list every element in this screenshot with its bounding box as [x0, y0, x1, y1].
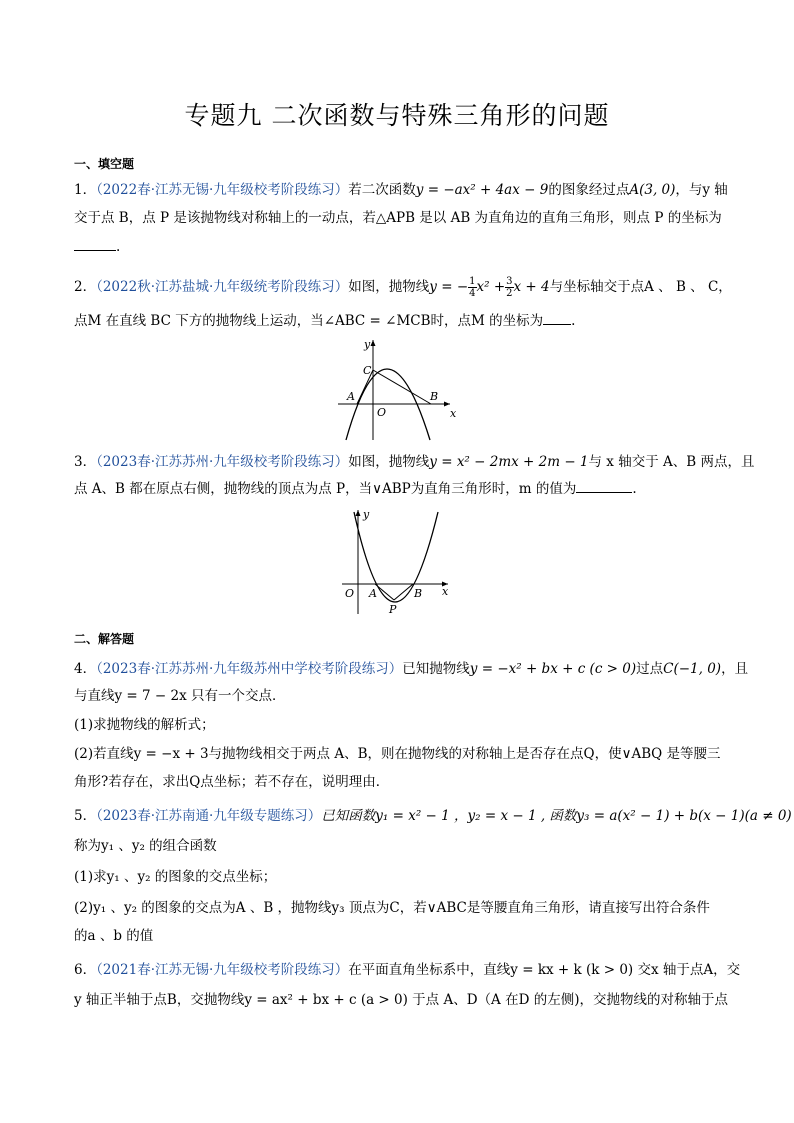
question-3-line-2: [74, 478, 734, 499]
question-2-line-1: [74, 276, 734, 299]
question-number: 1．: [74, 182, 97, 198]
text: 若二次函数: [348, 182, 416, 198]
answer-blank[interactable]: [576, 478, 632, 493]
point: A(3, 0): [629, 182, 676, 198]
question-4-part-1: (1)求抛物线的解析式；: [74, 717, 215, 733]
page-title: 专题九 二次函数与特殊三角形的问题: [184, 101, 610, 130]
equation: y = −ax² + 4ax − 9: [415, 182, 549, 198]
label-b: B: [414, 587, 423, 600]
y-axis-arrow: [356, 510, 361, 516]
question-4-part-2-line-1: (2)若直线y = −x + 3与抛物线相交于两点 A、B，则在抛物线的对称轴上是否存在点Q，使∨ABQ 是等腰三: [74, 746, 721, 762]
label-p: P: [389, 603, 397, 616]
text: 与坐标轴交于点A 、 B 、 C，: [549, 279, 732, 295]
question-6-line-2: y 轴正半轴于点B，交抛物线y = ax² + bx + c (a > 0) 于点 A、D（A 在D 的左侧)，交抛物线的对称轴于点: [74, 992, 728, 1008]
question-source: （2023春·江苏南通·九年级专题练习）: [96, 808, 322, 824]
text: .: [116, 239, 121, 255]
fraction: [505, 276, 513, 299]
text: 已知抛物线: [402, 661, 470, 677]
denominator: 4: [469, 288, 476, 299]
equation: y = −x² + bx + c (c > 0): [469, 661, 637, 677]
question-source: （2022春·江苏无锡·九年级校考阶段练习）: [96, 182, 349, 198]
text: 在平面直角坐标系中，直线y = kx + k (k > 0) 交x 轴于点A，交: [348, 962, 741, 978]
question-5-line-2: 称为y₁ 、y₂ 的组合函数: [74, 838, 217, 854]
question-4-line-1: [74, 659, 749, 679]
text: 过点: [636, 661, 664, 677]
point: C(−1, 0): [663, 661, 722, 677]
question-4-line-2: 与直线y = 7 − 2x 只有一个交点．: [74, 688, 286, 704]
equation-part: y = −: [429, 279, 469, 295]
text: 如图，抛物线: [348, 279, 430, 295]
equation: 已知函数y₁ = x² − 1 ，y₂ = x − 1 , 函数y₃ = a(x² − 1) + b(x − 1)(a ≠ 0): [321, 808, 792, 824]
text: ，与y 轴: [675, 182, 728, 198]
question-5-part-2-line-2: 的a 、b 的值: [74, 928, 154, 944]
x-axis-arrow: [444, 402, 450, 407]
section-solve: 二、解答题: [74, 632, 135, 646]
text: .: [632, 481, 637, 497]
question-1-line-1: [74, 180, 734, 200]
label-y: y: [364, 338, 371, 351]
question-3-line-1: [74, 452, 755, 472]
question-1-line-2: 交于点 B，点 P 是该抛物线对称轴上的一动点，若△APB 是以 AB 为直角边的直角三角形，则点 P 的坐标为: [74, 210, 722, 226]
numerator: 1: [469, 276, 476, 287]
question-number: 5．: [74, 808, 97, 824]
figure-2-parabola: [336, 506, 462, 618]
y-axis-arrow: [371, 340, 376, 346]
question-5-part-1: (1)求y₁ 、y₂ 的图象的交点坐标；: [74, 869, 277, 885]
question-number: 6．: [74, 962, 97, 978]
question-source: （2021春·江苏无锡·九年级校考阶段练习）: [96, 962, 349, 978]
denominator: 2: [506, 288, 513, 299]
figure-1-parabola: [330, 336, 460, 442]
text: 与 x 轴交于 A、B 两点，且: [588, 454, 755, 470]
label-o: O: [377, 406, 387, 419]
segment-ap: [375, 584, 394, 600]
label-a: A: [347, 390, 355, 403]
text: 如图，抛物线: [348, 454, 430, 470]
segment-cb: [373, 370, 431, 404]
text: ，且: [721, 661, 749, 677]
label-x: x: [450, 407, 457, 420]
question-number: 4．: [74, 661, 97, 677]
question-5-line-1: [74, 806, 792, 826]
answer-blank[interactable]: [543, 310, 571, 325]
equation-part: x + 4: [513, 279, 550, 295]
question-source: （2022秋·江苏盐城·九年级统考阶段练习）: [96, 279, 349, 295]
question-source: （2023春·江苏苏州·九年级校考阶段练习）: [96, 454, 349, 470]
question-4-part-2-line-2: 角形?若存在，求出Q点坐标；若不存在，说明理由．: [74, 774, 390, 790]
equation-part: x² +: [476, 279, 506, 295]
answer-blank[interactable]: [74, 236, 116, 251]
label-x: x: [442, 585, 449, 598]
label-y: y: [363, 508, 370, 521]
question-number: 2．: [74, 279, 97, 295]
text: 点M 在直线 BC 下方的抛物线上运动，当∠ABC = ∠MCB时，点M 的坐标为: [74, 313, 544, 329]
question-source: （2023春·江苏苏州·九年级苏州中学校考阶段练习）: [96, 661, 403, 677]
fraction: [468, 276, 476, 299]
label-o: O: [345, 587, 355, 600]
question-6-line-1: [74, 960, 741, 980]
question-5-part-2-line-1: (2)y₁ 、y₂ 的图象的交点为A 、B ，抛物线y₃ 顶点为C，若∨ABC是等腰直角三角形，请直接写出符合条件: [74, 900, 710, 916]
label-a: A: [369, 587, 377, 600]
question-number: 3．: [74, 454, 97, 470]
numerator: 3: [506, 276, 513, 287]
label-c: C: [363, 364, 372, 377]
text: 的图象经过点: [548, 182, 630, 198]
text: 点 A、B 都在原点右侧，抛物线的顶点为点 P，当∨ABP为直角三角形时，m 的值为: [74, 481, 577, 497]
text: .: [571, 313, 576, 329]
question-2-line-2: [74, 310, 734, 331]
section-fill-in-blank: 一、填空题: [74, 157, 135, 171]
label-b: B: [430, 390, 439, 403]
parabola-curve: [354, 512, 438, 602]
question-1-line-3: [74, 236, 734, 257]
equation: y = x² − 2mx + 2m − 1: [429, 454, 589, 470]
